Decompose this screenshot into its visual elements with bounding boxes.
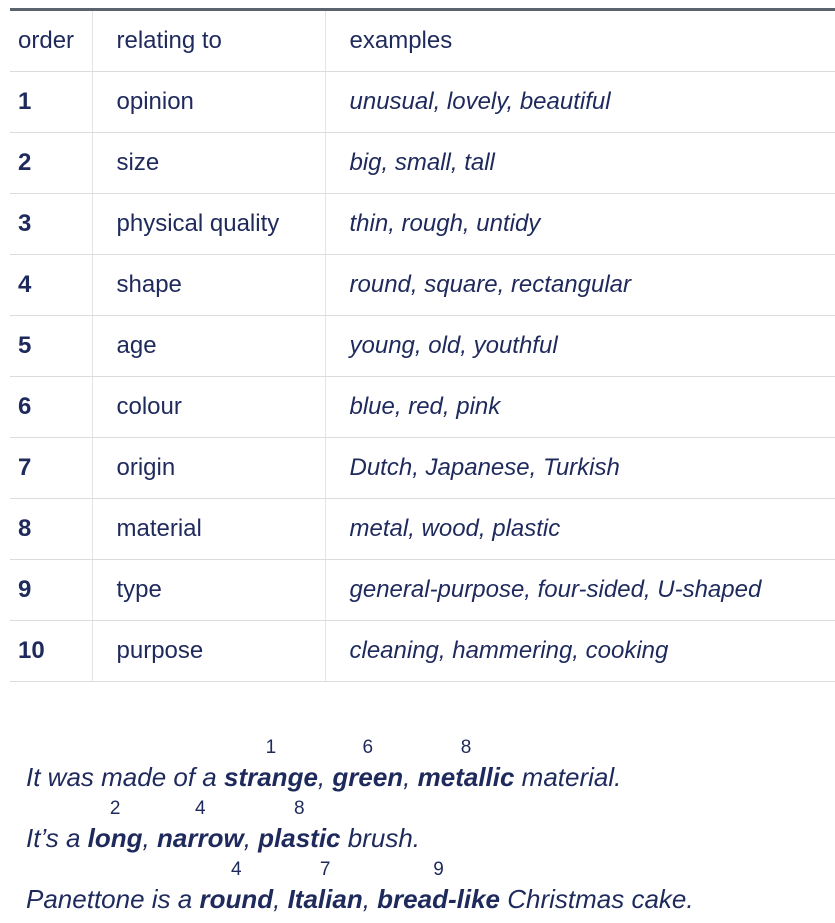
order-number-label: 9 [433, 859, 444, 880]
relating-to-cell: colour [92, 377, 325, 438]
examples-cell: cleaning, hammering, cooking [325, 621, 835, 682]
adjective-word: strange [223, 762, 318, 792]
comma-separator: , [243, 823, 259, 853]
order-cell: 7 [10, 438, 92, 499]
ordered-adjective [199, 859, 274, 914]
adjective-word: narrow [157, 823, 244, 853]
header-relating-to: relating to [92, 11, 325, 72]
table-row [10, 621, 835, 682]
table-body [10, 72, 835, 682]
adjective-order-table-wrapper [10, 8, 835, 682]
table-row [10, 194, 835, 255]
ordered-adjective [377, 859, 500, 914]
ordered-adjective [157, 798, 244, 853]
examples-cell: thin, rough, untidy [325, 194, 835, 255]
relating-to-cell: size [92, 133, 325, 194]
table-row [10, 72, 835, 133]
comma-separator: , [362, 884, 378, 914]
sentence-suffix: Christmas cake. [500, 884, 694, 914]
header-order: order [10, 11, 92, 72]
examples-cell: metal, wood, plastic [325, 499, 835, 560]
order-number-label: 8 [460, 737, 472, 758]
table-row [10, 133, 835, 194]
sentence-prefix: It’s a [26, 823, 88, 853]
relating-to-cell: origin [92, 438, 325, 499]
order-cell: 10 [10, 621, 92, 682]
table-row [10, 255, 835, 316]
ordered-adjective [332, 737, 404, 792]
order-number-label: 8 [294, 798, 305, 819]
sentence-prefix: Panettone is a [26, 884, 200, 914]
ordered-adjective [223, 737, 318, 792]
comma-separator: , [317, 762, 333, 792]
examples-cell: young, old, youthful [325, 316, 835, 377]
adjective-word: Italian [287, 884, 363, 914]
examples-cell: unusual, lovely, beautiful [325, 72, 835, 133]
examples-cell: round, square, rectangular [325, 255, 835, 316]
relating-to-cell: physical quality [92, 194, 325, 255]
table-header-row [10, 11, 835, 72]
order-number-label: 6 [362, 737, 374, 758]
table-row [10, 499, 835, 560]
order-cell: 9 [10, 560, 92, 621]
table-row [10, 560, 835, 621]
relating-to-cell: opinion [92, 72, 325, 133]
ordered-adjective [287, 859, 363, 914]
adjective-word: metallic [417, 762, 515, 792]
sentence-suffix: brush. [340, 823, 421, 853]
table-row [10, 438, 835, 499]
relating-to-cell: type [92, 560, 325, 621]
example-sentence [26, 859, 826, 923]
order-number-label: 4 [195, 798, 206, 819]
order-cell: 1 [10, 72, 92, 133]
header-examples: examples [325, 11, 835, 72]
order-cell: 6 [10, 377, 92, 438]
examples-cell: general-purpose, four-sided, U-shaped [325, 560, 835, 621]
sentence-suffix: material. [514, 762, 622, 792]
examples-cell: Dutch, Japanese, Turkish [325, 438, 835, 499]
order-number-label: 7 [319, 859, 331, 880]
comma-separator: , [403, 762, 418, 792]
ordered-adjective [417, 737, 515, 792]
ordered-adjective [258, 798, 341, 853]
relating-to-cell: age [92, 316, 325, 377]
order-number-label: 1 [265, 737, 277, 758]
order-cell: 3 [10, 194, 92, 255]
ordered-adjective [87, 798, 143, 853]
relating-to-cell: shape [92, 255, 325, 316]
example-sentence [26, 737, 826, 801]
table-row [10, 377, 835, 438]
comma-separator: , [273, 884, 288, 914]
order-number-label: 2 [109, 798, 121, 819]
order-cell: 4 [10, 255, 92, 316]
adjective-word: bread-like [377, 884, 500, 914]
order-number-label: 4 [231, 859, 242, 880]
examples-cell: blue, red, pink [325, 377, 835, 438]
adjective-word: plastic [258, 823, 341, 853]
examples-cell: big, small, tall [325, 133, 835, 194]
order-cell: 2 [10, 133, 92, 194]
adjective-word: long [87, 823, 143, 853]
comma-separator: , [142, 823, 157, 853]
adjective-word: green [332, 762, 404, 792]
order-cell: 5 [10, 316, 92, 377]
relating-to-cell: material [92, 499, 325, 560]
order-cell: 8 [10, 499, 92, 560]
adjective-word: round [199, 884, 274, 914]
relating-to-cell: purpose [92, 621, 325, 682]
example-sentences [26, 737, 826, 923]
example-sentence [26, 798, 826, 862]
adjective-order-table [10, 11, 835, 682]
sentence-prefix: It was made of a [26, 762, 224, 792]
table-row [10, 316, 835, 377]
